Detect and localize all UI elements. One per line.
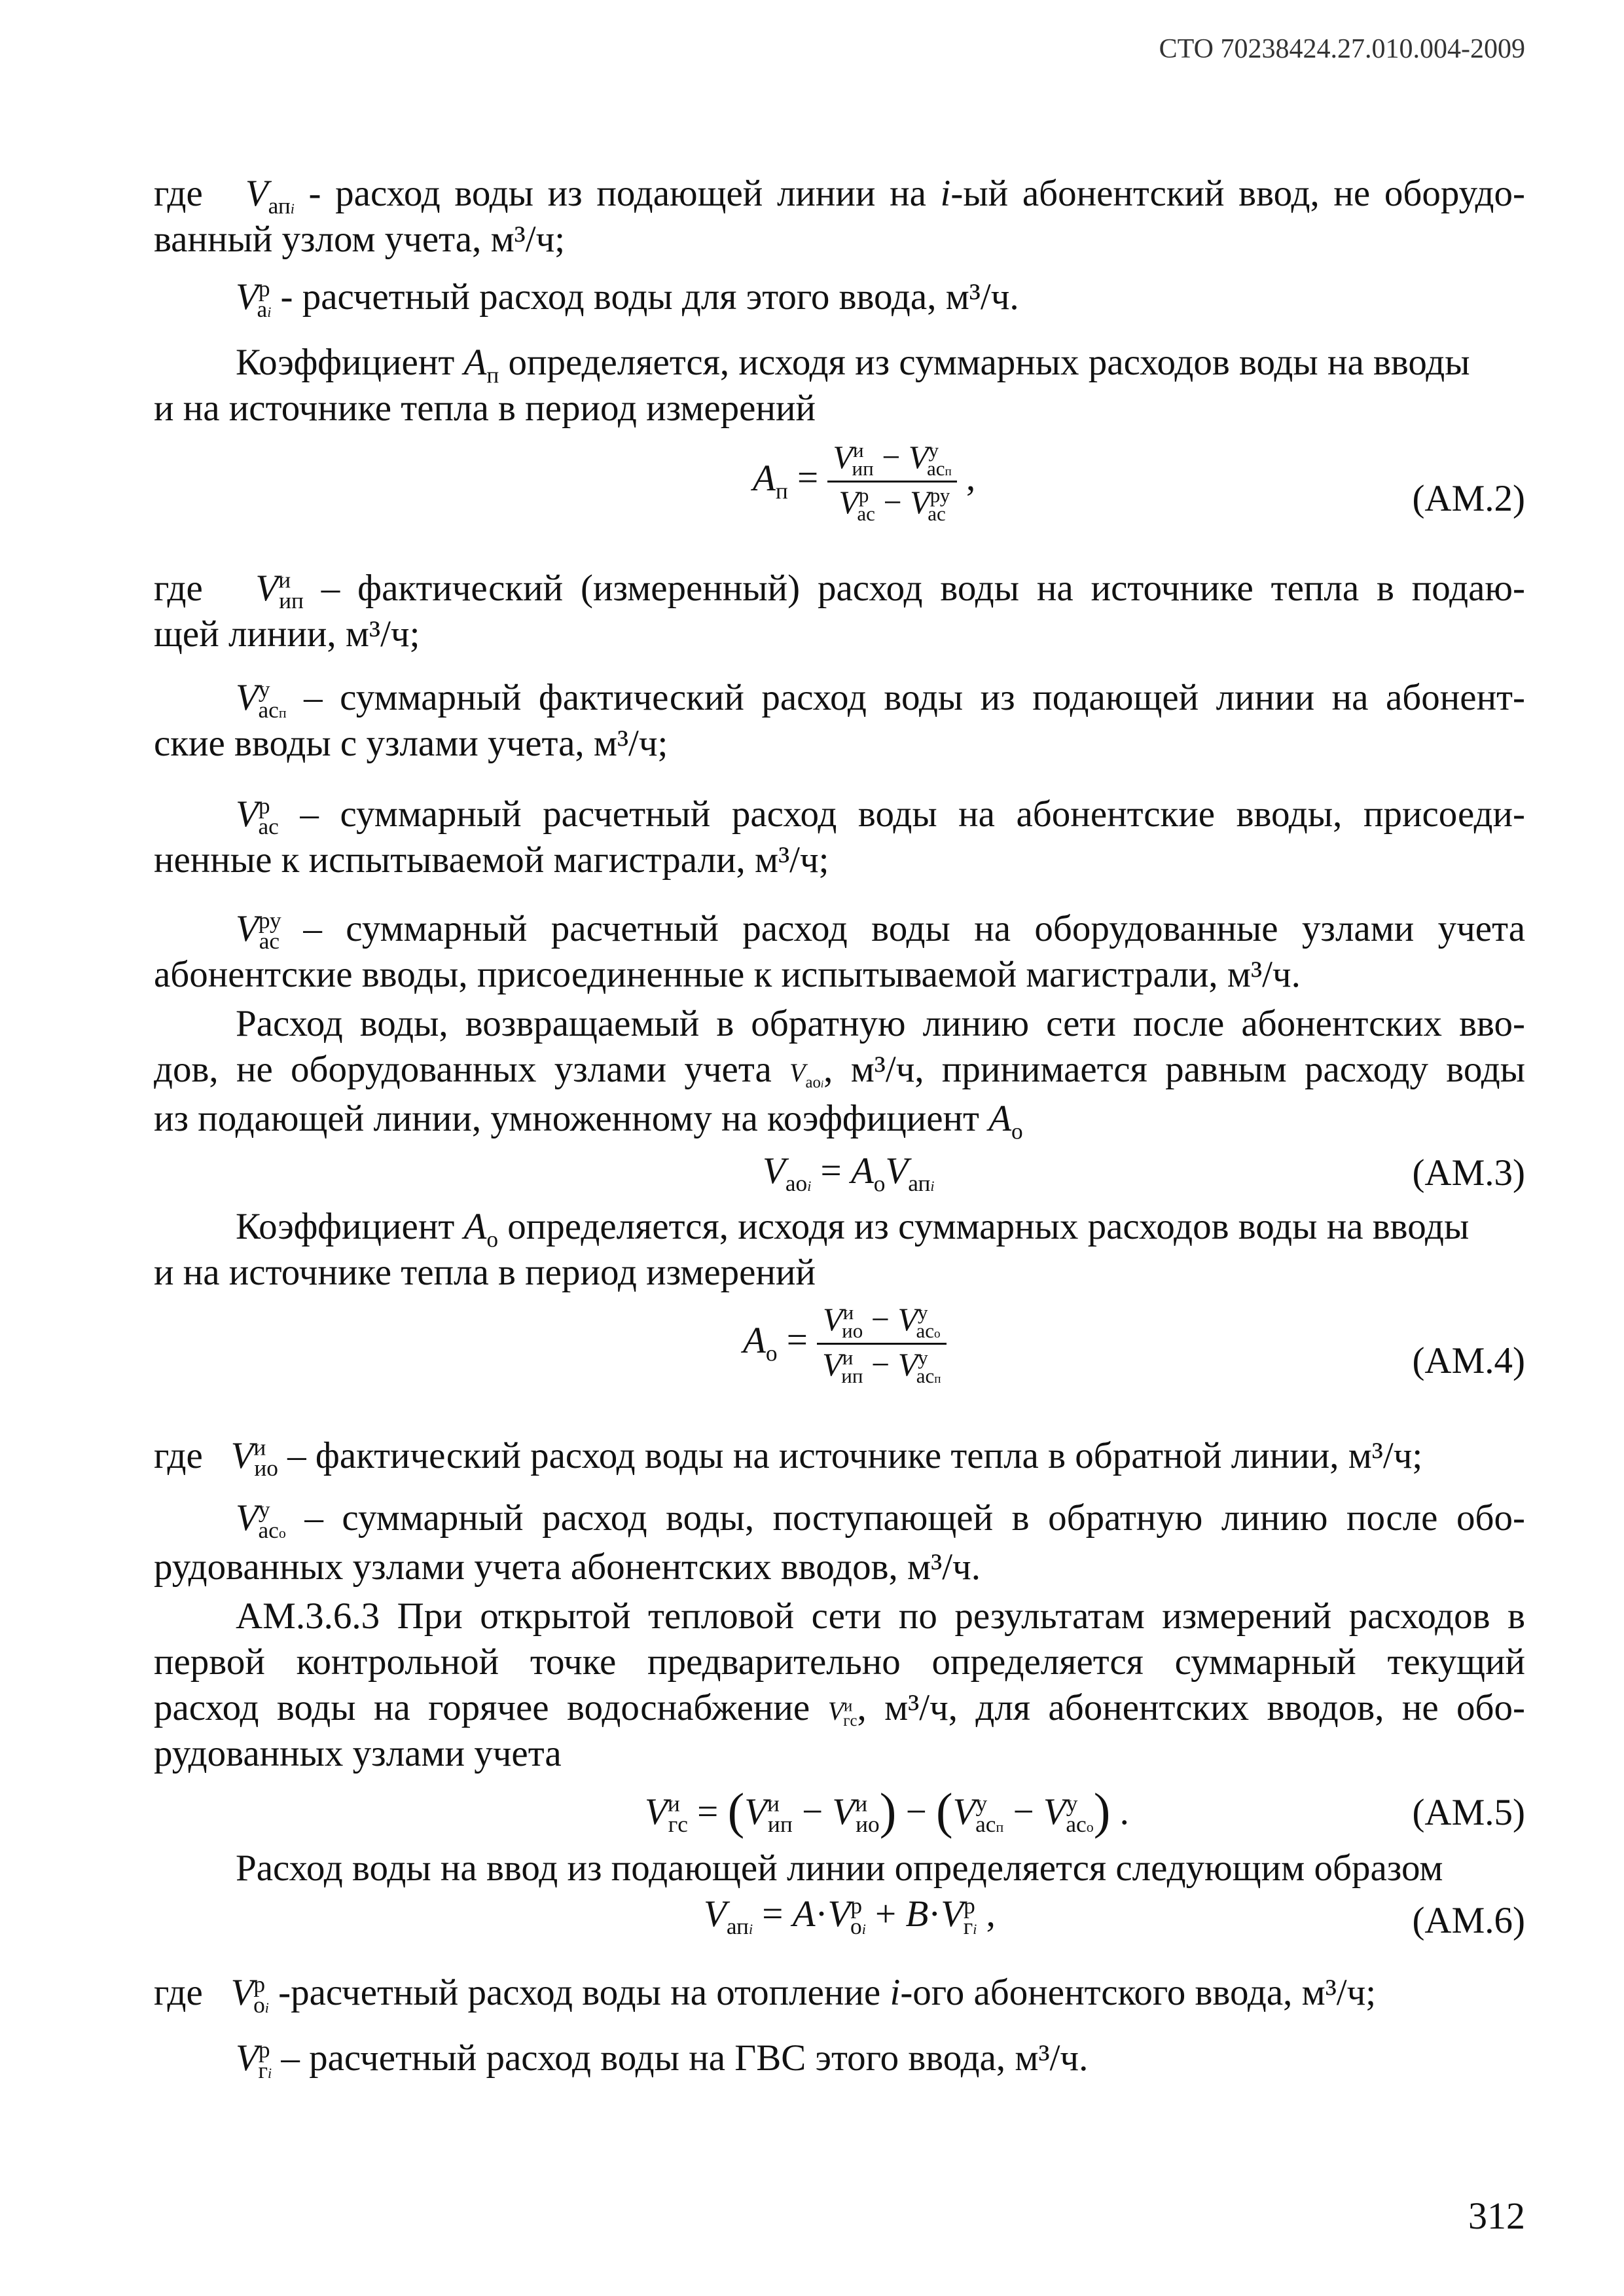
text-line: дов, не оборудованных узлами учета $V_{аоi}$, м³/ч, принимается равным расходу воды <box>154 1049 1525 1091</box>
text-line: где $V_{апi}$ - расход воды из подающей линии на i-ый абонентский ввод, не оборудо- <box>154 173 1525 219</box>
equation-number: (АМ.6) <box>1412 1900 1525 1941</box>
text-line: АМ.3.6.3 При открытой тепловой сети по результатам измерений расходов в <box>236 1595 1525 1637</box>
equation-number: (АМ.4) <box>1412 1340 1525 1381</box>
text-line: $V^р_{гi}$ – расчетный расход воды на ГВС этого ввода, м³/ч. <box>236 2037 1089 2084</box>
formula-am3: $V_{аоi} = A_оV_{апi}$ <box>763 1150 935 1197</box>
equation-number: (АМ.2) <box>1412 478 1525 519</box>
text-line: где $V^и_{ио}$ – фактический расход воды на источнике тепла в обратной линии, м³/ч; <box>154 1434 1423 1482</box>
text-line: и на источнике тепла в период измерений <box>154 1252 816 1293</box>
text-line: Расход воды на ввод из подающей линии определяется следующим образом <box>236 1848 1443 1889</box>
document-header: СТО 70238424.27.010.004-2009 <box>1159 34 1525 64</box>
symbol-v-ap-i: $V_{апi}$ <box>217 173 295 219</box>
symbol-v-a-i-p: $V^р_{аi}$ <box>236 276 272 323</box>
equation-number: (АМ.5) <box>1412 1792 1525 1833</box>
text-line: из подающей линии, умноженному на коэффициент $A_о$ <box>154 1098 1023 1144</box>
text-line: $V^у_{асп}$ – суммарный фактический расход воды из подающей линии на абонент- <box>236 676 1525 723</box>
text-line: $V^р_{аi}$ - расчетный расход воды для этого ввода, м³/ч. <box>236 276 1019 323</box>
text-line: щей линии, м³/ч; <box>154 613 420 655</box>
page-number: 312 <box>1468 2195 1525 2237</box>
formula-am6: $V_{апi} = A\cdot V^р_{оi} + B\cdot V^р_{гi}$ , <box>704 1893 996 1940</box>
text-line: Расход воды, возвращаемый в обратную линию сети после абонентских вво- <box>236 1003 1525 1044</box>
text-line: рудованных узлами учета абонентских вводов, м³/ч. <box>154 1546 981 1588</box>
text-line: $V^{ру}_{ас}$ – суммарный расчетный расход воды на оборудованные узлами учета <box>236 907 1525 955</box>
text-line: Коэффициент $A_п$ определяется, исходя из суммарных расходов воды на вводы <box>236 342 1470 388</box>
text-line: где $V^и_{ип}$ – фактический (измеренный) расход воды на источнике тепла в подаю- <box>154 567 1525 614</box>
text-line: где $V^р_{оi}$ -расчетный расход воды на отопление i-ого абонентского ввода, м³/ч; <box>154 1971 1377 2018</box>
text-line: Коэффициент $A_о$ определяется, исходя из суммарных расходов воды на вводы <box>236 1206 1470 1252</box>
formula-am5: $V^и_{гс} = (V^и_{ип} - V^и_{ио}) - (V^у_{асп} - V^у_{асо})$ . <box>645 1783 1129 1839</box>
text-line: ские вводы с узлами учета, м³/ч; <box>154 723 668 764</box>
text-line: $V^р_{ас}$ – суммарный расчетный расход воды на абонентские вводы, присоеди- <box>236 793 1525 840</box>
formula-am2: $A_п$ = $\frac{V^и_{ип} - V^у_{асп}}{V^р_{ас} - V^{ру}_{ас}}$ , <box>753 438 976 525</box>
text-line: расход воды на горячее водоснабжение $V^и_{гс}$, м³/ч, для абонентских вводов, не обо- <box>154 1687 1525 1730</box>
text-line: ванный узлом учета, м³/ч; <box>154 219 566 260</box>
formula-am4: $A_о$ = $\frac{V^и_{ио} - V^у_{асо}}{V^и_{ип} - V^у_{асп}}$ <box>743 1300 947 1388</box>
equation-number: (АМ.3) <box>1412 1152 1525 1194</box>
text-line: рудованных узлами учета <box>154 1733 562 1774</box>
text-line: ненные к испытываемой магистрали, м³/ч; <box>154 839 829 881</box>
text-line: первой контрольной точке предварительно определяется суммарный текущий <box>154 1641 1525 1683</box>
text-line: и на источнике тепла в период измерений <box>154 388 816 429</box>
text-line: абонентские вводы, присоединенные к испытываемой магистрали, м³/ч. <box>154 954 1301 995</box>
text-line: $V^у_{асо}$ – суммарный расход воды, поступающей в обратную линию после обо- <box>236 1497 1525 1544</box>
